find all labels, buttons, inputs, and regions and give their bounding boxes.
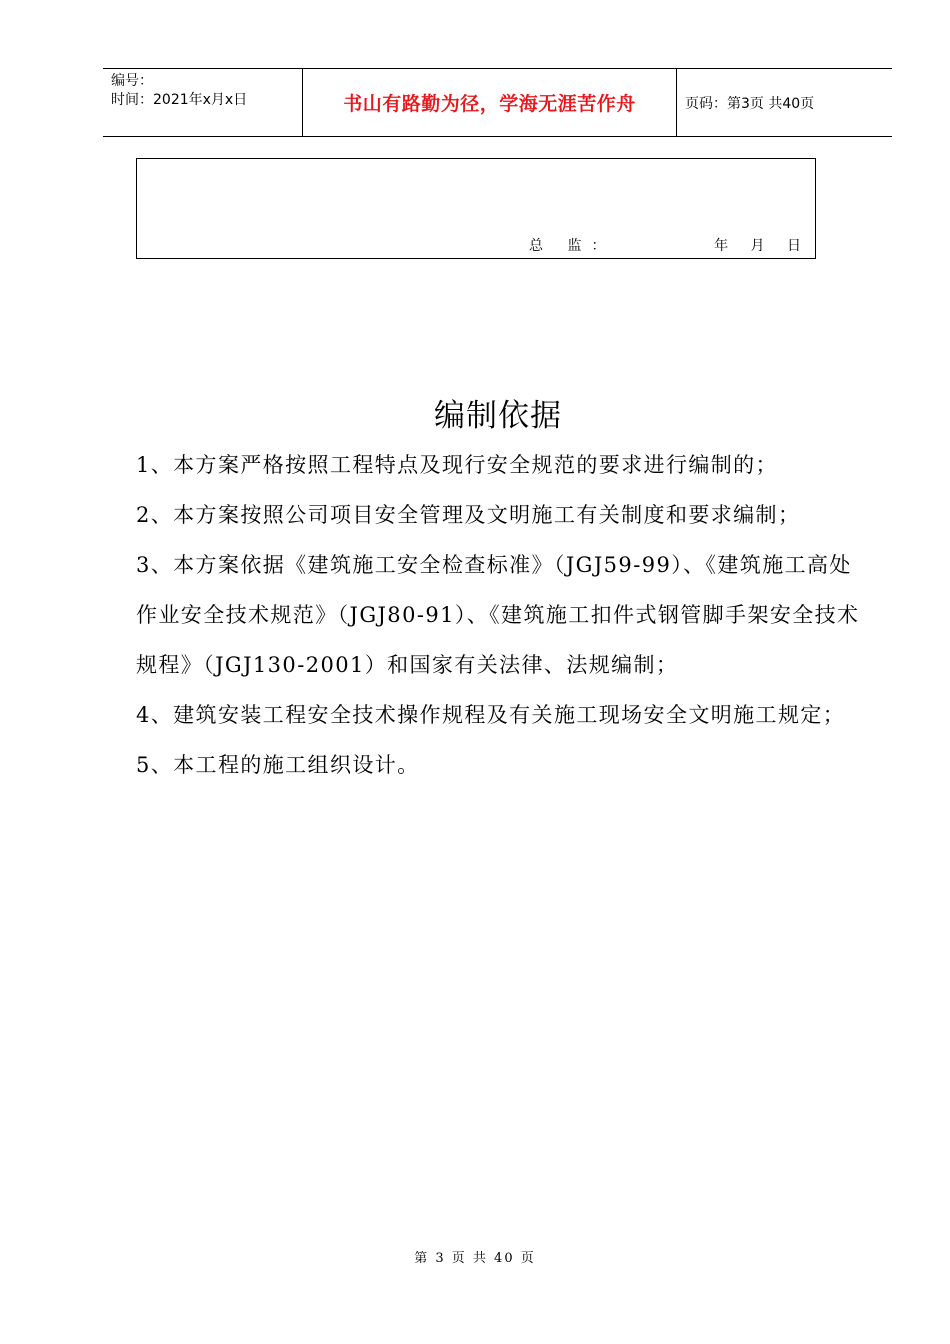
paragraph: 5、本工程的施工组织设计。 bbox=[136, 753, 420, 777]
page-header bbox=[103, 68, 892, 137]
paragraph: 2、本方案按照公司项目安全管理及文明施工有关制度和要求编制； bbox=[136, 503, 801, 527]
signature-date: 年 月 日 bbox=[714, 238, 805, 254]
page-footer: 第 3 页 共 40 页 bbox=[414, 1251, 536, 1266]
signature-box bbox=[136, 158, 816, 259]
section-body bbox=[136, 440, 860, 790]
date-label: 时间：2021年x月x日 bbox=[111, 92, 248, 108]
serial-number-label: 编号： bbox=[111, 73, 153, 89]
section-title: 编制依据 bbox=[434, 398, 562, 434]
paragraph: 3、本方案依据《建筑施工安全检查标准》（JGJ59-99）、《建筑施工高处作业安全技术规范》（JGJ80-91）、《建筑施工扣件式钢管脚手架安全技术规程》（JGJ130-2001）和国家有关法律、法规编制； bbox=[136, 553, 860, 677]
header-meta bbox=[103, 69, 303, 136]
motto: 书山有路勤为径，学海无涯苦作舟 bbox=[303, 69, 677, 136]
supervisor-label: 总 监： bbox=[529, 238, 616, 254]
paragraph: 1、本方案严格按照工程特点及现行安全规范的要求进行编制的； bbox=[136, 453, 778, 477]
paragraph: 4、建筑安装工程安全技术操作规程及有关施工现场安全文明施工规定； bbox=[136, 703, 846, 727]
header-page-info: 页码：第3页 共40页 bbox=[685, 95, 815, 112]
